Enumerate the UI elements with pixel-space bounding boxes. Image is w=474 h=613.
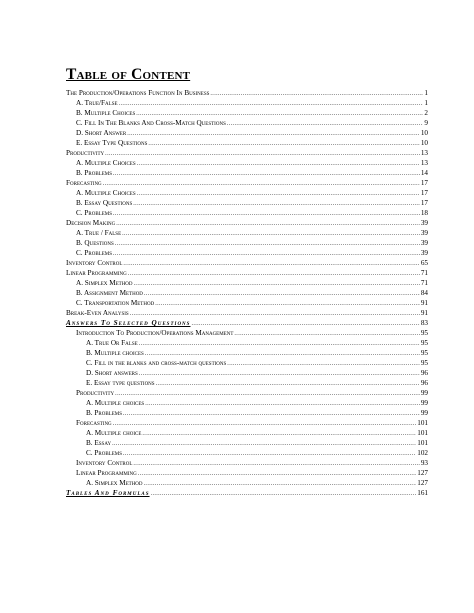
toc-entry-text: A. Multiple choices (86, 399, 145, 407)
toc-entry[interactable] (76, 128, 428, 138)
dot-leader (151, 489, 417, 499)
toc-entry-text: Inventory Control (66, 259, 123, 267)
toc-entry-text: D. Short answers (86, 369, 138, 377)
toc-entry-text: C. Problems (76, 249, 113, 257)
toc-entry[interactable] (86, 448, 428, 458)
toc-entry[interactable] (86, 378, 428, 388)
toc-entry-text: The Production/Operations Function In Business (66, 89, 210, 97)
toc-entry-text: Forecasting (76, 419, 112, 427)
toc-entry-text: B. Assignment Method (76, 289, 143, 297)
toc-page-number: 2 (424, 109, 428, 117)
toc-entry-text: Answers To Selected Questions (66, 319, 191, 327)
toc-entry-text: D. Short Answer (76, 129, 127, 137)
toc-entry-text: B. Problems (76, 169, 113, 177)
toc-entry[interactable] (76, 468, 428, 478)
toc-page-number: 14 (420, 169, 428, 177)
toc-page-number: 101 (417, 429, 428, 437)
toc-entry[interactable] (76, 288, 428, 298)
toc-page-number: 91 (420, 309, 428, 317)
toc-page-number: 96 (420, 379, 428, 387)
toc-entry-text: Linear Programming (66, 269, 127, 277)
toc-entry[interactable] (76, 188, 428, 198)
toc-page-number: 96 (420, 369, 428, 377)
toc-page-number: 95 (420, 329, 428, 337)
toc-entry[interactable] (66, 258, 428, 268)
toc-entry[interactable] (76, 228, 428, 238)
toc-entry-text: Forecasting (66, 179, 102, 187)
toc-entry[interactable] (86, 438, 428, 448)
toc-entry-text: B. Problems (86, 409, 123, 417)
toc-entry-text: A. True / False (76, 229, 122, 237)
toc-page-number: 95 (420, 349, 428, 357)
toc-entry[interactable] (86, 398, 428, 408)
toc-entry[interactable] (76, 198, 428, 208)
toc-page-number: 93 (420, 459, 428, 467)
toc-entry[interactable] (66, 178, 428, 188)
toc-page-number: 39 (420, 249, 428, 257)
toc-entry[interactable] (76, 248, 428, 258)
toc-section-heading[interactable] (66, 318, 428, 328)
toc-entry-text: B. Multiple Choices (76, 109, 136, 117)
toc-entry[interactable] (66, 268, 428, 278)
toc-entry-text: A. Multiple choice (86, 429, 142, 437)
toc-page-number: 99 (420, 409, 428, 417)
toc-entry[interactable] (86, 358, 428, 368)
toc-page-number: 9 (424, 119, 428, 127)
toc-entry-text: Tables And Formulas (66, 489, 150, 497)
toc-entry-text: A. Multiple Choices (76, 189, 136, 197)
toc-entry[interactable] (76, 138, 428, 148)
toc-entry[interactable] (76, 278, 428, 288)
toc-page-number: 84 (420, 289, 428, 297)
toc-page-number: 71 (420, 269, 428, 277)
toc-page-number: 99 (420, 399, 428, 407)
toc-entry[interactable] (66, 308, 428, 318)
toc-page-number: 1 (424, 89, 428, 97)
toc-entry-text: B. Essay (86, 439, 112, 447)
toc-entry-text: A. Simplex Method (76, 279, 133, 287)
toc-entry[interactable] (76, 418, 428, 428)
toc-entry[interactable] (86, 478, 428, 488)
toc-entry[interactable] (86, 368, 428, 378)
toc-entry-text: C. Problems (86, 449, 123, 457)
toc-entry[interactable] (76, 168, 428, 178)
toc-entry-text: E. Essay type questions (86, 379, 155, 387)
toc-page-number: 1 (424, 99, 428, 107)
toc-page-number: 18 (420, 209, 428, 217)
toc-entry-text: A. True Or False (86, 339, 138, 347)
toc-page-number: 95 (420, 339, 428, 347)
toc-page-number: 39 (420, 239, 428, 247)
toc-page-number: 13 (420, 149, 428, 157)
toc-entry-text: Productivity (66, 149, 105, 157)
toc-entry-text: Decision Making (66, 219, 116, 227)
toc-page-number: 91 (420, 299, 428, 307)
toc-page-number: 127 (417, 479, 428, 487)
toc-entry-text: C. Transportation Method (76, 299, 155, 307)
toc-page-number: 95 (420, 359, 428, 367)
toc-entry[interactable] (76, 108, 428, 118)
toc-entry-text: A. Multiple Choices (76, 159, 136, 167)
toc-page-number: 39 (420, 219, 428, 227)
toc-entry[interactable] (86, 408, 428, 418)
toc-page-number: 127 (417, 469, 428, 477)
toc-page-number: 10 (420, 129, 428, 137)
toc-entry-text: Linear Programming (76, 469, 137, 477)
toc-entry[interactable] (76, 328, 428, 338)
toc-page-number: 13 (420, 159, 428, 167)
toc-page-number: 71 (420, 279, 428, 287)
toc-entry[interactable] (76, 158, 428, 168)
toc-entry-text: E. Essay Type Questions (76, 139, 148, 147)
toc-entry-text: Break-Even Analysis (66, 309, 129, 317)
toc-entry[interactable] (66, 218, 428, 228)
toc-entry-text: Productivity (76, 389, 115, 397)
toc-entry-text: C. Problems (76, 209, 113, 217)
toc-entry-text: Inventory Control (76, 459, 133, 467)
toc-entry[interactable] (66, 148, 428, 158)
toc-page-number: 65 (420, 259, 428, 267)
toc-page-number: 17 (420, 179, 428, 187)
toc-entry-text: A. True/False (76, 99, 118, 107)
toc-entry[interactable] (76, 238, 428, 248)
toc-title: Table of Content (66, 66, 191, 83)
toc-page-number: 17 (420, 189, 428, 197)
toc-entry[interactable] (86, 338, 428, 348)
toc-entry[interactable] (86, 348, 428, 358)
toc-page-number: 102 (417, 449, 428, 457)
toc-entry[interactable] (76, 458, 428, 468)
toc-entry[interactable] (76, 118, 428, 128)
toc-page-number: 101 (417, 439, 428, 447)
toc-entry[interactable] (76, 298, 428, 308)
toc-entry[interactable] (76, 388, 428, 398)
toc-entry-text: Introduction To Production/Operations Management (76, 329, 234, 337)
toc-entry-text: C. Fill in the blanks and cross-match questions (86, 359, 227, 367)
toc-page-number: 101 (417, 419, 428, 427)
toc-entry[interactable] (86, 428, 428, 438)
toc-page-number: 39 (420, 229, 428, 237)
toc-entry[interactable] (76, 208, 428, 218)
toc-page-number: 83 (420, 319, 428, 327)
toc-entry[interactable] (76, 98, 428, 108)
toc-page-number: 161 (417, 489, 428, 497)
toc-section-heading[interactable] (66, 488, 428, 498)
toc-entry-text: B. Multiple choices (86, 349, 144, 357)
toc-entry-text: B. Essay Questions (76, 199, 133, 207)
toc-page-number: 17 (420, 199, 428, 207)
toc-entry-text: C. Fill In The Blanks And Cross-Match Questions (76, 119, 226, 127)
toc-page-number: 99 (420, 389, 428, 397)
toc-entry-text: B. Questions (76, 239, 114, 247)
toc-entry-text: A. Simplex Method (86, 479, 143, 487)
toc-page-number: 10 (420, 139, 428, 147)
toc-entry[interactable] (66, 88, 428, 98)
